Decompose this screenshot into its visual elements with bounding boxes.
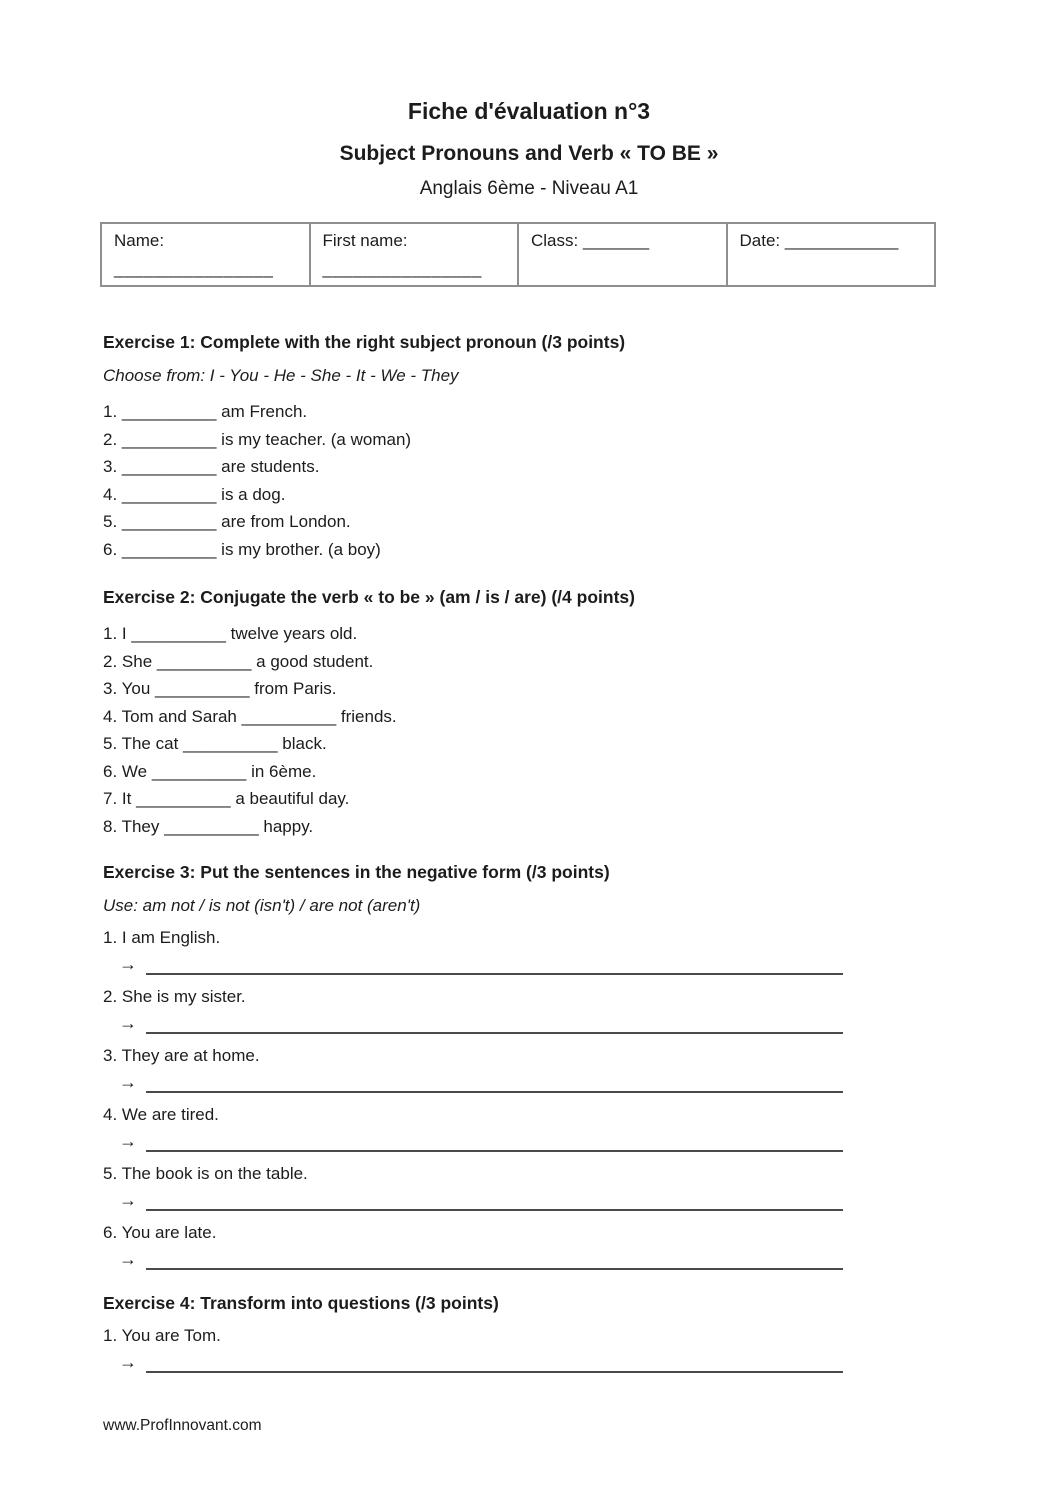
exercise-item xyxy=(103,1042,955,1093)
sentence-text: 4. We are tired. xyxy=(103,1105,219,1124)
answer-row xyxy=(119,1069,955,1093)
answer-row xyxy=(119,951,955,975)
exercise1-hint: Choose from: I - You - He - She - It - We - They xyxy=(103,366,459,385)
exercise-item: 1. __________ am French. xyxy=(103,402,308,421)
answer-row xyxy=(119,1010,955,1034)
page-subtitle: Subject Pronouns and Verb « TO BE » xyxy=(339,142,719,165)
exercise-item xyxy=(103,1322,955,1373)
exercise-item: 2. __________ is my teacher. (a woman) xyxy=(103,429,412,449)
answer-row xyxy=(119,1187,955,1211)
exercise-item xyxy=(103,924,955,975)
class-cell xyxy=(518,223,727,286)
answer-line xyxy=(146,1191,843,1211)
exercise-item: 7. It __________ a beautiful day. xyxy=(103,789,350,808)
first-name-cell xyxy=(310,223,519,286)
exercise1-heading: Exercise 1: Complete with the right subject pronoun (/3 points) xyxy=(103,332,626,352)
answer-line xyxy=(146,955,843,975)
arrow-icon: → xyxy=(119,1249,137,1269)
exercise-item: 2. She __________ a good student. xyxy=(103,651,374,671)
first-name-blank-line: ________________ xyxy=(322,259,482,278)
arrow-icon: → xyxy=(119,1013,137,1033)
arrow-icon: → xyxy=(119,954,137,974)
exercise2-heading: Exercise 2: Conjugate the verb « to be » (am / is / are) (/4 points) xyxy=(103,587,635,607)
first-name-label: First name: xyxy=(322,231,408,250)
exercise-item: 8. They __________ happy. xyxy=(103,816,314,836)
exercise-item: 3. You __________ from Paris. xyxy=(103,679,337,698)
exercise-item: 5. __________ are from London. xyxy=(103,512,351,531)
exercise-item: 3. __________ are students. xyxy=(103,457,320,476)
name-cell xyxy=(101,223,310,286)
exercise-item: 5. The cat __________ black. xyxy=(103,734,327,753)
sentence-text: 6. You are late. xyxy=(103,1223,217,1242)
exercise3-list xyxy=(103,924,955,1270)
exercise-item xyxy=(103,983,955,1034)
answer-row xyxy=(119,1246,955,1270)
exercise-item: 4. Tom and Sarah __________ friends. xyxy=(103,706,397,726)
arrow-icon: → xyxy=(119,1131,137,1151)
class-label: Class: _______ xyxy=(531,231,650,250)
exercise-item: 6. __________ is my brother. (a boy) xyxy=(103,539,381,559)
exercise2-list xyxy=(103,620,955,840)
sentence-text: 2. She is my sister. xyxy=(103,987,246,1006)
arrow-icon: → xyxy=(119,1352,137,1372)
exercise-item: 6. We __________ in 6ème. xyxy=(103,761,317,781)
arrow-icon: → xyxy=(119,1190,137,1210)
exercise-item: 1. I __________ twelve years old. xyxy=(103,624,358,643)
exercise3-heading: Exercise 3: Put the sentences in the negative form (/3 points) xyxy=(103,862,610,882)
answer-line xyxy=(146,1353,843,1373)
answer-line xyxy=(146,1014,843,1034)
exercise3-hint: Use: am not / is not (isn't) / are not (aren't) xyxy=(103,896,421,915)
date-cell xyxy=(727,223,936,286)
sentence-text: 1. You are Tom. xyxy=(103,1326,221,1345)
exercise1-list xyxy=(103,398,955,563)
exercise-item xyxy=(103,1160,955,1211)
exercise4-list xyxy=(103,1322,955,1373)
date-label: Date: ____________ xyxy=(739,231,899,250)
student-info-table xyxy=(100,222,936,287)
exercise-item xyxy=(103,1219,955,1270)
sentence-text: 1. I am English. xyxy=(103,928,221,947)
page-title: Fiche d'évaluation n°3 xyxy=(407,98,651,124)
exercise4-heading: Exercise 4: Transform into questions (/3 points) xyxy=(103,1293,499,1313)
name-label: Name: xyxy=(114,231,165,250)
answer-row xyxy=(119,1128,955,1152)
name-blank-line: ________________ xyxy=(114,259,274,278)
arrow-icon: → xyxy=(119,1072,137,1092)
answer-line xyxy=(146,1132,843,1152)
exercise-item xyxy=(103,1101,955,1152)
footer-website: www.ProfInnovant.com xyxy=(103,1417,262,1434)
answer-line xyxy=(146,1250,843,1270)
sentence-text: 3. They are at home. xyxy=(103,1046,260,1065)
sentence-text: 5. The book is on the table. xyxy=(103,1164,308,1183)
exercise-item: 4. __________ is a dog. xyxy=(103,484,286,504)
course-level: Anglais 6ème - Niveau A1 xyxy=(419,178,639,199)
answer-line xyxy=(146,1073,843,1093)
answer-row xyxy=(119,1349,955,1373)
